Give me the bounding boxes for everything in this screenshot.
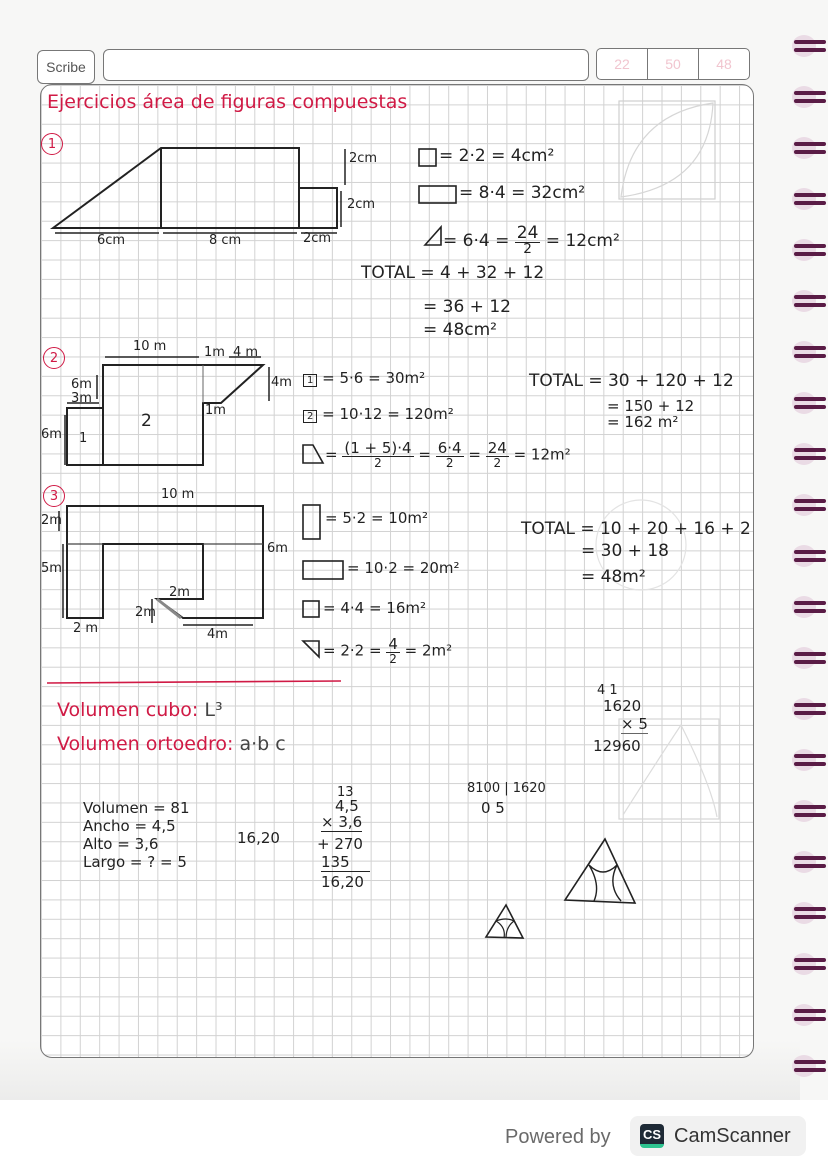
mult-result: 16,20 bbox=[321, 873, 364, 891]
ex3-calc-square: = 4·4 = 16m² bbox=[323, 599, 427, 617]
ex2-label-6m-top: 6m bbox=[71, 377, 92, 392]
ex2-total-line2: = 150 + 12 bbox=[607, 397, 695, 415]
ex2-region-2: 2 bbox=[141, 411, 152, 431]
ex2-label-6m-left: 6m bbox=[41, 427, 62, 442]
ex3-calc-wide-rect: = 10·2 = 20m² bbox=[347, 559, 460, 577]
ex2-label-4m-right: 4m bbox=[271, 375, 292, 390]
ex2-calc-region1: 1 = 5·6 = 30m² bbox=[303, 369, 425, 387]
ex3-total-line1: TOTAL = 10 + 20 + 16 + 2 bbox=[521, 519, 751, 539]
ex1-label-2cm-top: 2cm bbox=[349, 151, 378, 166]
prism-volume-label: Volumen ortoedro: a·b c bbox=[57, 733, 286, 755]
ex2-label-1m-inner: 1m bbox=[205, 403, 226, 418]
exercise-1-number: 1 bbox=[41, 133, 63, 155]
exercise-2-number: 2 bbox=[43, 347, 65, 369]
mult-operand-b: × 3,6 bbox=[321, 813, 363, 831]
ex3-label-6m: 6m bbox=[267, 541, 288, 556]
mult-partial-2: 135 bbox=[321, 853, 370, 872]
ex2-region-1: 1 bbox=[79, 431, 88, 446]
title-field bbox=[103, 49, 589, 81]
exercise-3-number: 3 bbox=[43, 485, 65, 507]
grid-sheet bbox=[40, 84, 754, 1058]
check-operand-b: × 5 bbox=[621, 715, 648, 733]
ex3-label-notch-top: 2m bbox=[169, 585, 190, 600]
ex2-total-line1: TOTAL = 30 + 120 + 12 bbox=[529, 371, 734, 391]
ex2-calc-trapezoid: = $\frac{(1 + 5)\cdot 4}{2}$ = $\frac{6\cdot 4}{2}$ = $\frac{24}{2}$ = 12m² bbox=[325, 439, 571, 470]
scribe-label: Scribe bbox=[37, 50, 95, 84]
ex1-total-line1: TOTAL = 4 + 32 + 12 bbox=[361, 263, 545, 283]
ex2-label-1m: 1m bbox=[204, 345, 225, 360]
ex1-label-2cm-bottom: 2cm bbox=[303, 231, 332, 246]
ex1-label-6cm: 6cm bbox=[97, 233, 126, 248]
ex3-total-line2: = 30 + 18 bbox=[581, 541, 669, 561]
ex1-label-8cm: 8 cm bbox=[209, 233, 242, 248]
date-day: 22 bbox=[597, 49, 648, 79]
camscanner-logo-icon: CS bbox=[640, 1124, 664, 1148]
ex3-label-top: 10 m bbox=[161, 487, 195, 502]
ex3-label-notch-left: 2m bbox=[135, 605, 156, 620]
triangle-sketches bbox=[41, 85, 753, 1057]
ex3-calc-tall-rect: = 5·2 = 10m² bbox=[325, 509, 429, 527]
ex1-calc-square: = 2·2 = 4cm² bbox=[439, 146, 555, 166]
division: 8100 | 1620 bbox=[467, 781, 546, 796]
given-height: Alto = 3,6 bbox=[83, 835, 159, 853]
mult-partial-1: + 270 bbox=[317, 835, 363, 853]
ex3-label-2m-bottom: 2 m bbox=[73, 621, 99, 636]
ex2-label-3m: 3m bbox=[71, 391, 92, 406]
ex2-total-line3: = 162 m² bbox=[607, 413, 679, 431]
ex1-calc-rect: = 8·4 = 32cm² bbox=[459, 183, 586, 203]
ex1-total-line3: = 48cm² bbox=[423, 320, 498, 340]
cube-volume-label: Volumen cubo: L³ bbox=[57, 699, 223, 721]
page-title: Ejercicios área de figuras compuestas bbox=[47, 91, 408, 113]
ex3-label-5m: 5m bbox=[41, 561, 62, 576]
ex2-label-4m: 4 m bbox=[233, 345, 259, 360]
ex1-calc-triangle: = 6·4 = $\frac{24}{2}$ = 12cm² bbox=[443, 223, 620, 257]
ring-icons bbox=[786, 30, 826, 1100]
mult-carry: 13 bbox=[337, 785, 354, 800]
spiral-binding bbox=[786, 30, 826, 1100]
given-volume: Volumen = 81 bbox=[83, 799, 190, 817]
ex3-label-4m: 4m bbox=[207, 627, 228, 642]
product-result: 16,20 bbox=[237, 829, 280, 847]
check-operand-a: 1620 bbox=[603, 697, 642, 715]
camscanner-brand-name: CamScanner bbox=[674, 1124, 791, 1147]
ex2-calc-region2: 2 = 10·12 = 120m² bbox=[303, 405, 454, 423]
ex1-label-2cm-right: 2cm bbox=[347, 197, 376, 212]
ex3-label-2m-left: 2m bbox=[41, 513, 62, 528]
division-quotient: 0 5 bbox=[481, 799, 505, 817]
powered-by-text: Powered by bbox=[505, 1126, 611, 1148]
date-month: 50 bbox=[648, 49, 699, 79]
check-carry: 4 1 bbox=[597, 683, 618, 698]
ex3-calc-triangle: = 2·2 = $\frac{4}{2}$ = 2m² bbox=[323, 635, 453, 666]
ex2-label-top: 10 m bbox=[133, 339, 167, 354]
given-width: Ancho = 4,5 bbox=[83, 817, 176, 835]
date-year: 48 bbox=[716, 56, 732, 72]
mult-operand-a: 4,5 bbox=[335, 797, 359, 815]
ex1-total-line2: = 36 + 12 bbox=[423, 297, 511, 317]
given-length: Largo = ? = 5 bbox=[83, 853, 187, 871]
check-result: 12960 bbox=[593, 737, 641, 755]
ex3-total-line3: = 48m² bbox=[581, 567, 646, 587]
date-field bbox=[596, 48, 750, 80]
camscanner-badge[interactable] bbox=[630, 1116, 806, 1156]
